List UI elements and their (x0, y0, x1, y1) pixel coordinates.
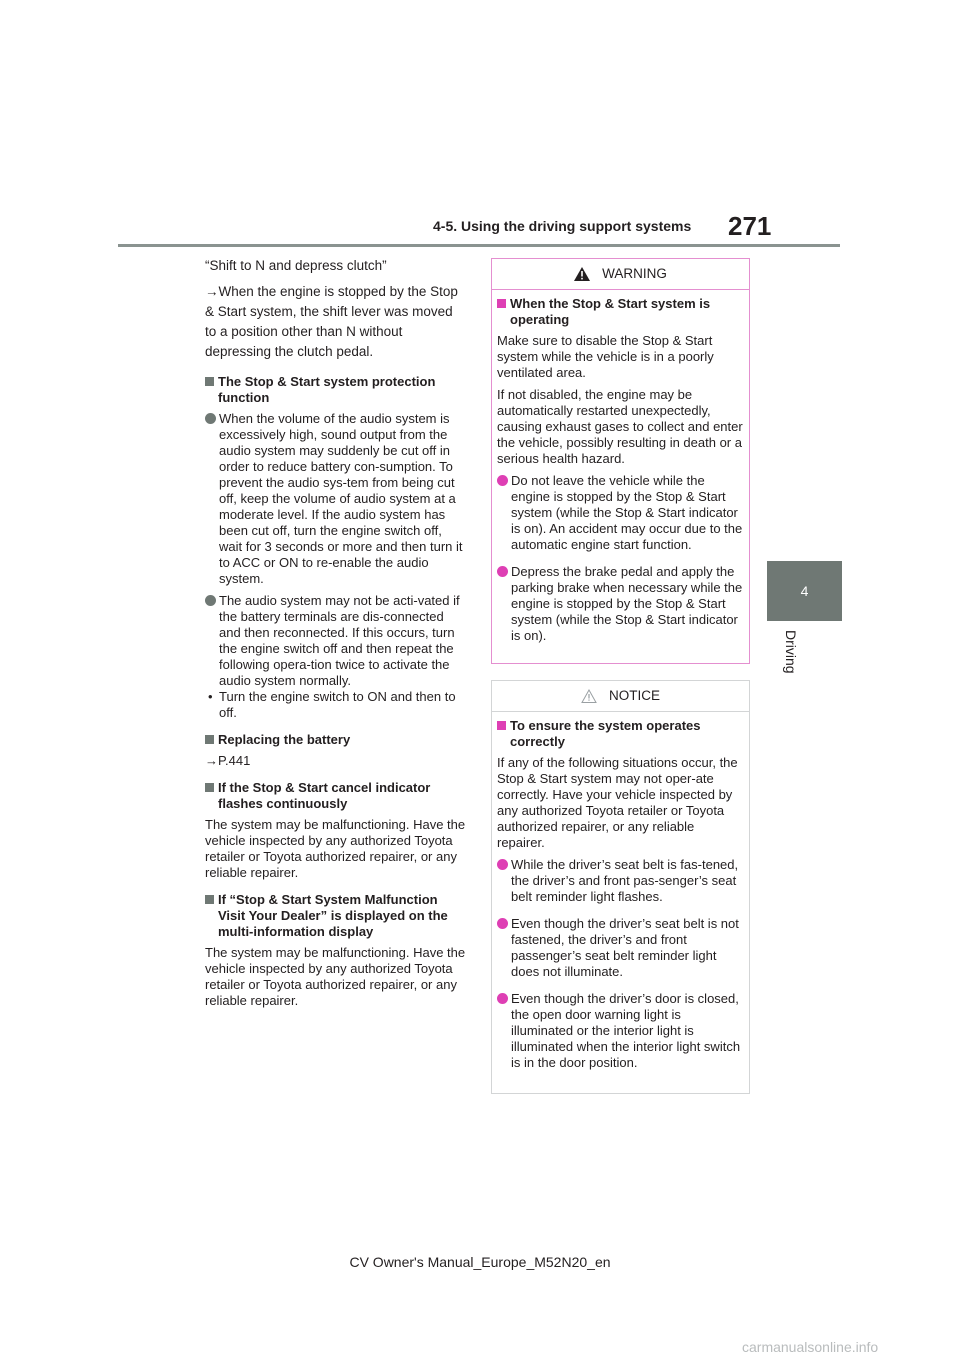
header-divider (118, 244, 840, 247)
bullet-text: While the driver’s seat belt is fas-tened, the driver’s and front pas-senger’s seat belt reminder light flashes. (511, 857, 739, 904)
square-bullet-icon (497, 299, 506, 308)
warning-header (492, 259, 749, 290)
bullet-text: Even though the driver’s door is closed, the open door warning light is illuminated or the interior light is illuminated when the interior light switch is in the door position. (511, 991, 741, 1070)
paragraph: If any of the following situations occur, the Stop & Start system may not oper-ate correctly. Have your vehicle inspected by any authorized Toyota retailer or Toyota authorized repairer, or any reliable repairer. (497, 755, 738, 850)
round-bullet-icon (497, 475, 508, 486)
heading-text: If “Stop & Start System Malfunction Visit Your Dealer” is displayed on the multi-information display (218, 892, 448, 939)
notice-header (492, 681, 749, 712)
bullet-item (497, 564, 744, 644)
heading-text: The Stop & Start system protection function (218, 374, 436, 405)
page-number: 271 (728, 211, 772, 241)
notice-heading (497, 718, 744, 750)
bullet-text: The audio system may not be acti-vated if the battery terminals are dis-connected and then reconnected. If this occurs, turn the engine switch off and then repeat the following opera-tion twice to activate the audio system normally. (219, 593, 460, 688)
square-bullet-icon (205, 783, 214, 792)
intro-quote: “Shift to N and depress clutch” (205, 258, 387, 273)
round-bullet-icon (497, 566, 508, 577)
warning-heading (497, 296, 744, 328)
sub-bullet-text: Turn the engine switch to ON and then to off. (219, 689, 456, 720)
paragraph: The system may be malfunctioning. Have the vehicle inspected by any authorized Toyota retailer or Toyota authorized repairer, or any reliable repairer. (205, 945, 466, 1008)
caution-triangle-icon (581, 689, 597, 703)
section-heading (205, 732, 467, 748)
bullet-text: Do not leave the vehicle while the engine is stopped by the Stop & Start system (while the Stop & Start indicator is on). An accident may occur due to the automatic engine start function. (511, 473, 743, 552)
warning-title: WARNING (602, 266, 667, 281)
heading-text: When the Stop & Start system is operating (510, 296, 711, 327)
paragraph: If not disabled, the engine may be automatically restarted unexpectedly, causing exhaust gases to collect and enter the vehicle, possibly resulting in death or a serious health hazard. (497, 387, 743, 466)
bullet-text: Depress the brake pedal and apply the parking brake when necessary while the engine is stopped by the Stop & Start system (while the Stop & Start indicator is on). (511, 564, 743, 643)
section-heading (205, 374, 467, 406)
heading-text: To ensure the system operates correctly (510, 718, 701, 749)
round-bullet-icon (205, 595, 216, 606)
heading-text: If the Stop & Start cancel indicator flashes continuously (218, 780, 431, 811)
footer-manual-name: CV Owner's Manual_Europe_M52N20_en (349, 1254, 611, 1270)
notice-title: NOTICE (608, 688, 660, 703)
sub-bullet-item (205, 689, 467, 721)
round-bullet-icon (497, 993, 508, 1004)
warning-body (492, 290, 749, 658)
bullet-item (497, 916, 744, 980)
square-bullet-icon (205, 735, 214, 744)
square-bullet-icon (205, 377, 214, 386)
left-column (205, 256, 467, 1020)
watermark: carmanualsonline.info (742, 1339, 879, 1355)
warning-box (491, 258, 750, 664)
section-title: 4-5. Using the driving support systems (433, 218, 692, 234)
bullet-item (497, 473, 744, 553)
round-bullet-icon (497, 918, 508, 929)
section-heading (205, 780, 467, 812)
round-bullet-icon (497, 859, 508, 870)
bullet-text: When the volume of the audio system is excessively high, sound output from the audio system may suddenly be cut off in order to reduce battery con-sumption. To prevent the audio sys-tem from being cut off, keep the volume of audio system at a moderate level. If the audio system has been cut off, turn the engine switch off, wait for 3 seconds or more and then turn it to ACC or ON to re-enable the audio system. (219, 411, 463, 586)
chapter-label: Driving (783, 630, 799, 674)
warning-triangle-icon (574, 267, 590, 281)
paragraph: The system may be malfunctioning. Have the vehicle inspected by any authorized Toyota retailer or Toyota authorized repairer, or any reliable repairer. (205, 817, 466, 880)
square-bullet-icon (497, 721, 506, 730)
bullet-item (497, 857, 744, 905)
bullet-item (205, 411, 467, 587)
chapter-tab (767, 561, 842, 621)
round-bullet-icon (205, 413, 216, 424)
heading-text: Replacing the battery (218, 732, 351, 747)
section-heading (205, 892, 467, 940)
notice-box (491, 680, 750, 1094)
chapter-number: 4 (800, 583, 809, 599)
bullet-item (205, 593, 467, 689)
sub-bullet-marker: • (208, 689, 213, 704)
notice-body (492, 712, 749, 1085)
paragraph: Make sure to disable the Stop & Start system while the vehicle is in a poorly ventilated area. (497, 333, 714, 380)
bullet-item (497, 991, 744, 1071)
page-reference: →P.441 (205, 753, 251, 768)
bullet-text: Even though the driver’s seat belt is not fastened, the driver’s and front passenger’s seat belt reminder light does not illuminate. (511, 916, 739, 979)
intro-text: →When the engine is stopped by the Stop & Start system, the shift lever was moved to a position other than N without depressing the clutch pedal. (205, 284, 458, 359)
square-bullet-icon (205, 895, 214, 904)
